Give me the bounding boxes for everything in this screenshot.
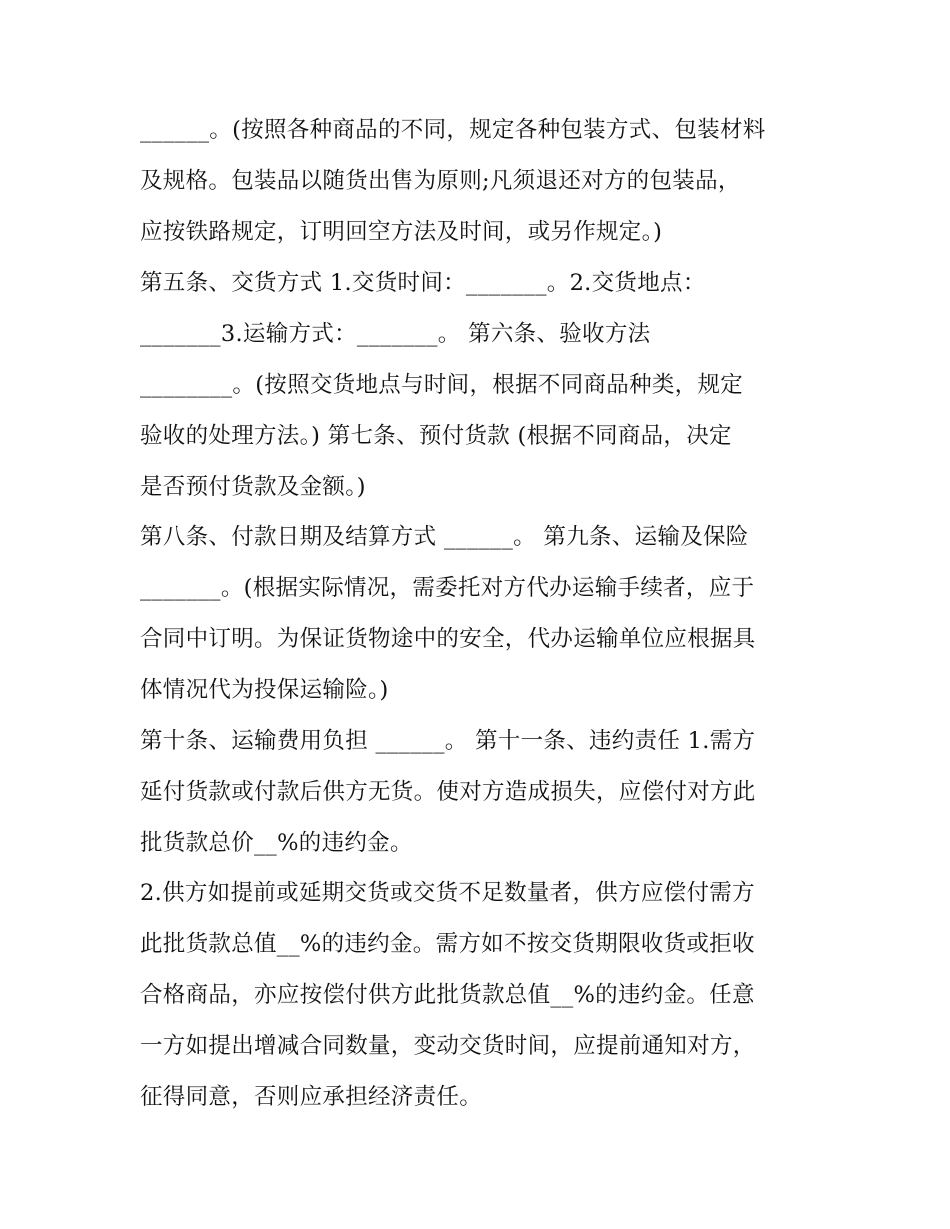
text-line: 批货款总价__%的违约金。 <box>140 830 413 856</box>
text-line: ______。(按照各种商品的不同，规定各种包装方式、包装材料 <box>140 117 766 143</box>
text-line: _______。(根据实际情况，需委托对方代办运输手续者，应于 <box>140 575 755 601</box>
text-line: 一方如提出增减合同数量，变动交货时间，应提前通知对方， <box>140 1033 756 1059</box>
text-line: 第五条、交货方式 1.交货时间：_______。2.交货地点： <box>140 270 706 296</box>
text-line: ________。(按照交货地点与时间，根据不同商品种类，规定 <box>140 372 744 398</box>
text-line: 合同中订明。为保证货物途中的安全，代办运输单位应根据具 <box>140 626 756 652</box>
text-line: 征得同意，否则应承担经济责任。 <box>140 1084 483 1110</box>
text-line: 验收的处理方法。) 第七条、预付货款 (根据不同商品，决定 <box>140 423 732 449</box>
text-line: 此批货款总值__%的违约金。需方如不按交货期限收货或拒收 <box>140 931 755 957</box>
text-line: _______3.运输方式：_______。 第六条、验收方法 <box>140 321 651 347</box>
text-line: 第八条、付款日期及结算方式 ______。 第九条、运输及保险 <box>140 524 749 550</box>
text-line: 2.供方如提前或延期交货或交货不足数量者，供方应偿付需方 <box>140 880 755 906</box>
text-line: 及规格。包装品以随货出售为原则;凡须退还对方的包装品， <box>140 168 741 194</box>
text-line: 合格商品，亦应按偿付供方此批货款总值__%的违约金。任意 <box>140 982 755 1008</box>
text-line: 延付货款或付款后供方无货。使对方造成损失，应偿付对方此 <box>140 779 756 805</box>
text-line: 体情况代为投保运输险。) <box>140 677 389 703</box>
text-line: 应按铁路规定，订明回空方法及时间，或另作规定。) <box>140 219 663 245</box>
text-line: 第十条、运输费用负担 ______。 第十一条、违约责任 1.需方 <box>140 728 756 754</box>
text-line: 是否预付货款及金额。) <box>140 474 366 500</box>
